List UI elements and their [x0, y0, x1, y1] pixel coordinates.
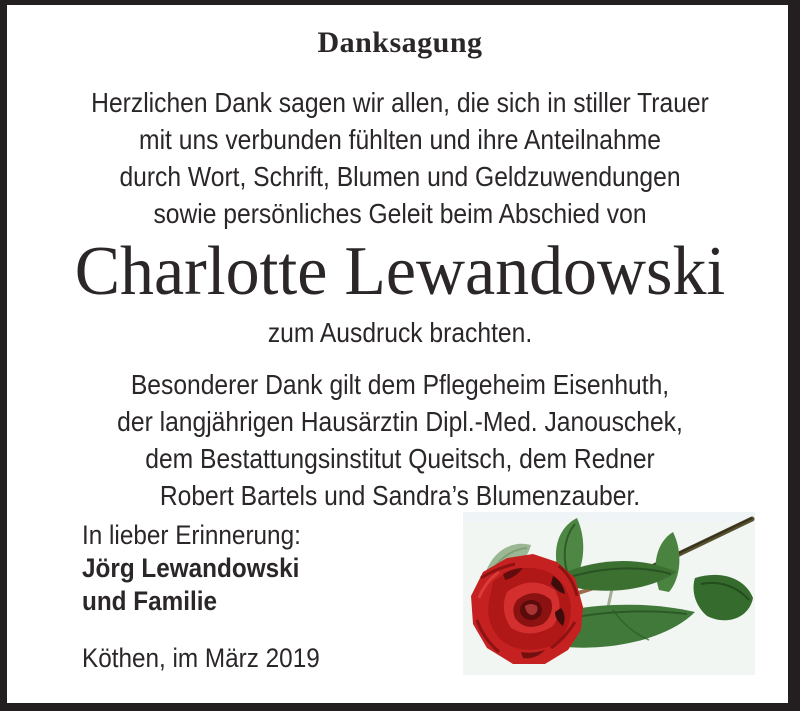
intro-line: durch Wort, Schrift, Blumen und Geldzuwendungen [119, 161, 681, 192]
red-rose-icon [463, 512, 755, 675]
intro-line: sowie persönliches Geleit beim Abschied von [153, 198, 647, 229]
thanks-paragraph [48, 366, 752, 514]
notice-title: Danksagung [317, 26, 483, 59]
closing-line: zum Ausdruck brachten. [267, 317, 533, 348]
mourner-family: und Familie [82, 586, 218, 616]
thanks-line: Robert Bartels und Sandra’s Blumenzauber. [159, 480, 641, 511]
remembrance-block [82, 519, 301, 618]
remembrance-lead: In lieber Erinnerung: [82, 520, 301, 550]
thanks-line: Besonderer Dank gilt dem Pflegeheim Eisenhuth, [130, 369, 670, 400]
dateline: Köthen, im März 2019 [82, 643, 320, 673]
intro-line: Herzlichen Dank sagen wir allen, die sich in stiller Trauer [91, 87, 709, 118]
thanks-line: dem Bestattungsinstitut Queitsch, dem Redner [145, 443, 655, 474]
mourner-name: Jörg Lewandowski [82, 553, 300, 583]
intro-paragraph [48, 84, 752, 232]
red-rose-photo [463, 512, 755, 675]
deceased-name: Charlotte Lewandowski [74, 233, 726, 310]
intro-line: mit uns verbunden fühlten und ihre Anteilnahme [139, 124, 661, 155]
thanks-line: der langjährigen Hausärztin Dipl.-Med. Janouschek, [117, 406, 683, 437]
